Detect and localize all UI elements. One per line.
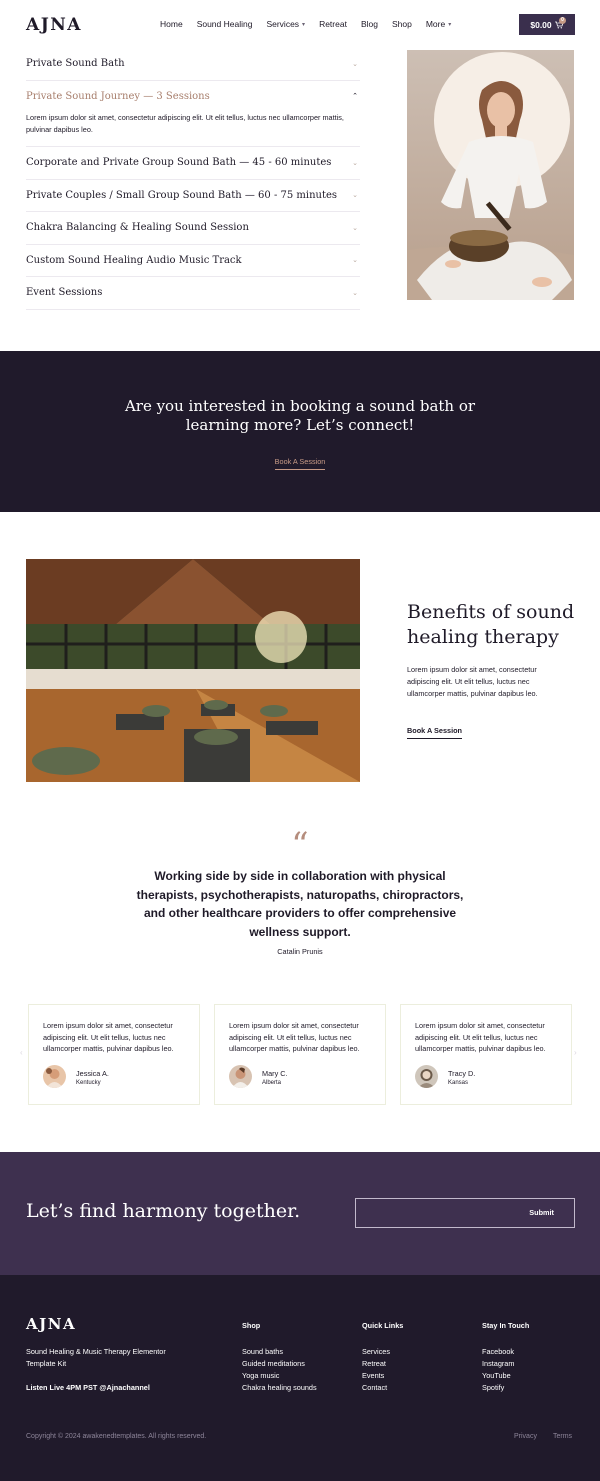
footer-column-title: Shop [242, 1321, 261, 1330]
accordion-header[interactable] [26, 212, 360, 244]
main-nav [160, 19, 465, 29]
avatar [415, 1065, 438, 1088]
accordion-title: Private Sound Journey — 3 Sessions [26, 90, 210, 102]
accordion-title: Chakra Balancing & Healing Sound Session [26, 222, 249, 234]
nav-services[interactable] [266, 19, 305, 29]
newsletter-heading: Let’s find harmony together. [26, 1200, 301, 1222]
footer-link[interactable]: Retreat [362, 1359, 386, 1368]
privacy-link[interactable]: Privacy [514, 1433, 537, 1440]
quote-text: Working side by side in collaboration with physical therapists, psychotherapists, naturopaths, chiropractors, and other healthcare providers to offer comprehensive wellness support. [136, 869, 464, 939]
chevron-down-icon: ⌄ [352, 59, 358, 68]
footer-column-title: Stay In Touch [482, 1321, 530, 1330]
nav-label: Home [160, 19, 183, 29]
nav-label: Services [266, 19, 300, 29]
testimonial-card [214, 1004, 386, 1105]
accordion-title: Private Couples / Small Group Sound Bath — 60 - 75 minutes [26, 189, 338, 201]
copyright-text: Copyright © 2024 awakenedtemplates. All rights reserved. [26, 1433, 207, 1440]
cart-count-badge: 0 [559, 17, 566, 24]
footer-link[interactable]: Sound baths [242, 1347, 283, 1356]
benefits-heading-line: healing therapy [407, 626, 559, 648]
accordion-item[interactable] [26, 81, 360, 148]
footer-link[interactable]: Contact [362, 1383, 388, 1392]
accordion-item[interactable] [26, 212, 360, 245]
newsletter-email-input[interactable] [355, 1198, 575, 1228]
footer-description: Sound Healing & Music Therapy Elementor Template Kit [26, 1347, 166, 1368]
footer-link[interactable]: Facebook [482, 1347, 515, 1356]
footer-link[interactable]: Services [362, 1347, 390, 1356]
nav-label: Blog [360, 19, 378, 29]
quote-author: Catalin Prunis [277, 947, 323, 956]
nav-more[interactable] [426, 19, 451, 29]
nav-shop[interactable] [392, 19, 412, 29]
benefits-heading [407, 600, 582, 650]
chevron-down-icon: ▾ [302, 21, 306, 28]
benefits-heading-line: Benefits of sound [407, 601, 575, 623]
footer-link[interactable]: Spotify [482, 1383, 505, 1392]
accordion-header[interactable] [26, 245, 360, 277]
quote-icon: “ [291, 825, 309, 865]
testimonial-text: Lorem ipsum dolor sit amet, consectetur adipiscing elit. Ut elit tellus, luctus nec ullamcorper mattis, pulvinar dapibus leo. [229, 1021, 360, 1053]
accordion-item[interactable] [26, 48, 360, 81]
nav-home[interactable] [160, 19, 183, 29]
accordion-body: Lorem ipsum dolor sit amet, consectetur adipiscing elit. Ut elit tellus, luctus nec ullamcorper mattis, pulvinar dapibus leo. [26, 113, 344, 134]
testimonial-card [400, 1004, 572, 1105]
accordion-title: Event Sessions [26, 287, 103, 299]
footer-column-stay-in-touch [482, 1321, 529, 1394]
footer-link[interactable]: Chakra healing sounds [242, 1383, 317, 1392]
accordion-item[interactable] [26, 277, 360, 310]
footer-live-note: Listen Live 4PM PST @Ajnachannel [26, 1383, 150, 1392]
benefits-book-button[interactable]: Book A Session [407, 726, 462, 739]
accordion-title: Custom Sound Healing Audio Music Track [26, 254, 242, 266]
cta-heading-line: Are you interested in booking a sound bath or [124, 397, 476, 415]
nav-blog[interactable] [361, 19, 378, 29]
terms-link[interactable]: Terms [553, 1433, 573, 1440]
nav-sound-healing[interactable] [197, 19, 253, 29]
testimonial-text: Lorem ipsum dolor sit amet, consectetur adipiscing elit. Ut elit tellus, luctus nec ullamcorper mattis, pulvinar dapibus leo. [415, 1021, 546, 1053]
booking-cta-section [0, 351, 600, 512]
studio-photo [26, 559, 360, 782]
cart-button[interactable] [519, 14, 575, 35]
cta-button-wrap [0, 451, 600, 469]
newsletter-section [0, 1152, 600, 1275]
book-session-button[interactable]: Book A Session [275, 457, 326, 470]
nav-label: More [425, 19, 446, 29]
testimonial-card [28, 1004, 200, 1105]
nav-label: Sound Healing [196, 19, 253, 29]
accordion-title: Private Sound Bath [26, 58, 125, 70]
testimonial-text: Lorem ipsum dolor sit amet, consectetur adipiscing elit. Ut elit tellus, luctus nec ullamcorper mattis, pulvinar dapibus leo. [43, 1021, 174, 1053]
chevron-left-icon[interactable]: ‹ [20, 1048, 23, 1057]
footer-link[interactable]: YouTube [482, 1371, 511, 1380]
submit-button[interactable]: Submit [529, 1208, 554, 1217]
site-footer [0, 1275, 600, 1481]
chevron-up-icon: ⌃ [352, 92, 358, 101]
footer-logo[interactable]: AJNA [26, 1315, 77, 1333]
chevron-down-icon: ⌄ [352, 288, 358, 297]
chevron-down-icon: ▾ [448, 21, 452, 28]
accordion-item[interactable] [26, 180, 360, 213]
site-logo[interactable]: AJNA [26, 15, 82, 35]
testimonial-place: Kansas [448, 1080, 469, 1086]
testimonial-name: Tracy D. [448, 1069, 476, 1078]
footer-link[interactable]: Guided meditations [242, 1359, 305, 1368]
footer-link[interactable]: Instagram [482, 1359, 515, 1368]
chevron-down-icon: ⌄ [352, 256, 358, 265]
chevron-down-icon: ⌄ [352, 223, 358, 232]
chevron-down-icon: ⌄ [352, 191, 358, 200]
nav-label: Retreat [319, 19, 347, 29]
avatar [43, 1065, 66, 1088]
practitioner-photo [407, 50, 574, 300]
testimonial-place: Alberta [262, 1080, 282, 1086]
accordion-header[interactable] [26, 48, 360, 80]
footer-link[interactable]: Events [362, 1371, 385, 1380]
cta-heading [0, 397, 600, 435]
testimonial-place: Kentucky [76, 1080, 101, 1086]
accordion-header[interactable] [26, 147, 360, 179]
benefits-text: Lorem ipsum dolor sit amet, consectetur adipiscing elit. Ut elit tellus, luctus nec ullamcorper mattis, pulvinar dapibus leo. [407, 665, 538, 698]
testimonial-name: Mary C. [262, 1069, 288, 1078]
footer-link[interactable]: Yoga music [242, 1371, 280, 1380]
avatar [229, 1065, 252, 1088]
footer-column-title: Quick Links [362, 1321, 404, 1330]
chevron-right-icon[interactable]: › [574, 1048, 577, 1057]
footer-column-shop [242, 1321, 317, 1394]
footer-column-quick-links [362, 1321, 403, 1394]
testimonial-name: Jessica A. [76, 1069, 109, 1078]
accordion-header[interactable] [26, 180, 360, 212]
accordion-header[interactable] [26, 277, 360, 309]
nav-retreat[interactable] [319, 19, 347, 29]
accordion-item[interactable] [26, 147, 360, 180]
cta-heading-line: learning more? Let’s connect! [185, 416, 415, 434]
cart-total: $0.00 [530, 19, 552, 30]
chevron-down-icon: ⌄ [352, 158, 358, 167]
nav-label: Shop [391, 19, 412, 29]
services-accordion [26, 48, 360, 310]
accordion-title: Corporate and Private Group Sound Bath — 45 - 60 minutes [26, 157, 332, 169]
accordion-header[interactable] [26, 81, 360, 113]
site-header [0, 0, 600, 50]
accordion-item[interactable] [26, 245, 360, 278]
